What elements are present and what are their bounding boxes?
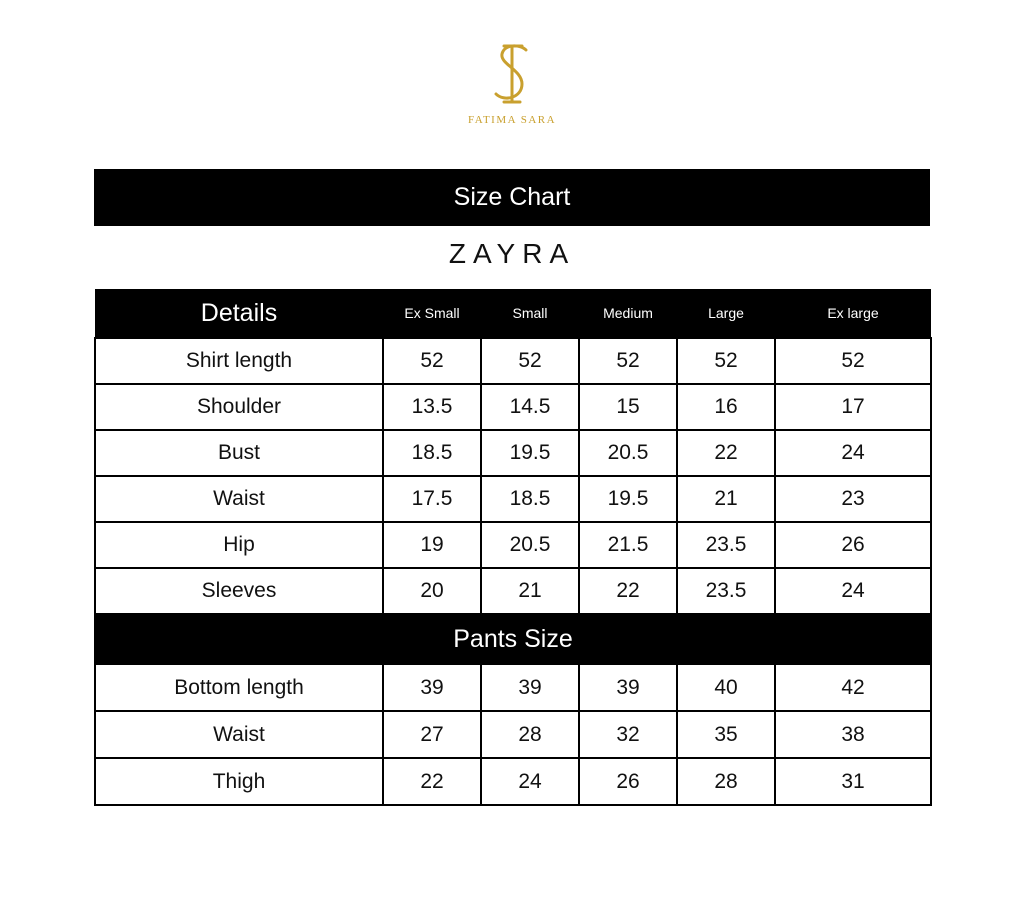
table-cell: 28 [677, 758, 775, 805]
table-cell: 16 [677, 384, 775, 430]
table-cell: 23.5 [677, 568, 775, 614]
size-table [94, 289, 932, 806]
table-cell: 28 [481, 711, 579, 758]
table-cell: 24 [481, 758, 579, 805]
row-label-hip: Hip [95, 522, 383, 568]
table-row [95, 664, 931, 711]
table-cell: 22 [579, 568, 677, 614]
table-cell: 26 [579, 758, 677, 805]
table-cell: 20 [383, 568, 481, 614]
table-cell: 21 [677, 476, 775, 522]
table-cell: 21.5 [579, 522, 677, 568]
table-cell: 38 [775, 711, 931, 758]
table-cell: 52 [383, 338, 481, 384]
table-row [95, 711, 931, 758]
table-row [95, 338, 931, 384]
brand-name: FATIMA SARA [467, 114, 557, 126]
table-cell: 52 [677, 338, 775, 384]
table-cell: 14.5 [481, 384, 579, 430]
pants-size-heading-row [95, 614, 931, 664]
table-cell: 39 [579, 664, 677, 711]
table-row [95, 476, 931, 522]
table-cell: 18.5 [481, 476, 579, 522]
table-row [95, 522, 931, 568]
table-cell: 52 [481, 338, 579, 384]
table-cell: 39 [383, 664, 481, 711]
pants-size-heading: Pants Size [95, 614, 931, 664]
table-cell: 27 [383, 711, 481, 758]
page-title: Size Chart [453, 183, 571, 211]
table-cell: 17 [775, 384, 931, 430]
table-cell: 23 [775, 476, 931, 522]
table-cell: 39 [481, 664, 579, 711]
row-label-waist: Waist [95, 476, 383, 522]
table-cell: 52 [579, 338, 677, 384]
row-label-shirt-length: Shirt length [95, 338, 383, 384]
table-cell: 23.5 [677, 522, 775, 568]
table-cell: 18.5 [383, 430, 481, 476]
table-cell: 31 [775, 758, 931, 805]
table-cell: 17.5 [383, 476, 481, 522]
table-cell: 24 [775, 568, 931, 614]
row-label-bottom-length: Bottom length [95, 664, 383, 711]
table-cell: 35 [677, 711, 775, 758]
brand-logo [452, 40, 572, 135]
table-cell: 19.5 [481, 430, 579, 476]
table-row [95, 384, 931, 430]
table-header-row [95, 289, 931, 338]
row-label-shoulder: Shoulder [95, 384, 383, 430]
row-label-thigh: Thigh [95, 758, 383, 805]
column-header-ex-large: Ex large [775, 289, 931, 338]
table-cell: 22 [677, 430, 775, 476]
table-cell: 40 [677, 664, 775, 711]
table-cell: 19.5 [579, 476, 677, 522]
table-row [95, 430, 931, 476]
table-row [95, 568, 931, 614]
table-cell: 52 [775, 338, 931, 384]
table-cell: 20.5 [579, 430, 677, 476]
column-header-ex-small: Ex Small [383, 289, 481, 338]
table-cell: 24 [775, 430, 931, 476]
table-cell: 32 [579, 711, 677, 758]
row-label-bust: Bust [95, 430, 383, 476]
row-label-pants-waist: Waist [95, 711, 383, 758]
table-cell: 13.5 [383, 384, 481, 430]
column-header-medium: Medium [579, 289, 677, 338]
table-cell: 42 [775, 664, 931, 711]
row-label-sleeves: Sleeves [95, 568, 383, 614]
column-header-details: Details [95, 289, 383, 338]
table-cell: 19 [383, 522, 481, 568]
column-header-small: Small [481, 289, 579, 338]
table-cell: 15 [579, 384, 677, 430]
fs-monogram-icon [482, 40, 542, 110]
product-name: ZAYRA [448, 238, 576, 269]
table-cell: 20.5 [481, 522, 579, 568]
table-cell: 26 [775, 522, 931, 568]
column-header-large: Large [677, 289, 775, 338]
table-cell: 22 [383, 758, 481, 805]
table-row [95, 758, 931, 805]
size-chart-title-bar [94, 169, 930, 226]
table-cell: 21 [481, 568, 579, 614]
